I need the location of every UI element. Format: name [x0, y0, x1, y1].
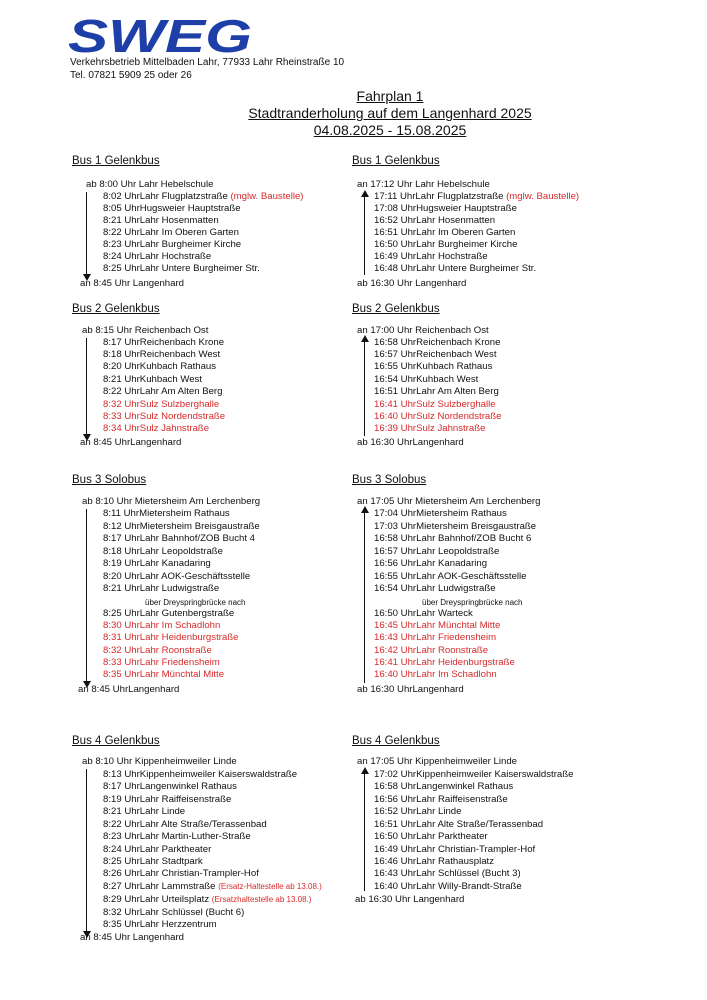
- stop-line: 17:11 UhrLahr Flugplatzstraße (mglw. Baustelle): [374, 191, 580, 202]
- stop-line: 8:12 UhrMietersheim Breisgaustraße: [103, 521, 260, 532]
- stop-line: an 17:00 Uhr Reichenbach Ost: [357, 325, 489, 336]
- stop-line: ab 16:30 Uhr Langenhard: [357, 278, 467, 289]
- stop-line: ab 16:30 Uhr Langenhard: [355, 894, 465, 905]
- down-arrow-icon: [86, 769, 87, 932]
- stop-line: 16:46 UhrLahr Rathausplatz: [374, 856, 494, 867]
- stop-line: 8:35 UhrLahr Münchtal Mitte: [103, 669, 225, 680]
- stop-line: 8:22 UhrLahr Im Oberen Garten: [103, 227, 239, 238]
- up-arrow-icon: [364, 196, 365, 275]
- svg-text:SWEG: SWEG: [68, 16, 252, 56]
- stop-line: an 8:45 Uhr Langenhard: [80, 278, 185, 289]
- stop-line: 8:33 UhrSulz Nordendstraße: [103, 411, 226, 422]
- stop-line: 16:51 UhrLahr Alte Straße/Terassenbad: [374, 819, 544, 830]
- stop-line: 16:52 UhrLahr Linde: [374, 806, 462, 817]
- up-arrow-icon: [364, 341, 365, 436]
- stop-line: 16:43 UhrLahr Schlüssel (Bucht 3): [374, 868, 521, 879]
- stop-line: 8:24 UhrLahr Parktheater: [103, 844, 212, 855]
- stop-line: 16:58 UhrLahr Bahnhof/ZOB Bucht 6: [374, 533, 532, 544]
- stop-line: ab 8:10 Uhr Kippenheimweiler Linde: [82, 756, 237, 767]
- up-arrow-icon: [364, 773, 365, 891]
- stop-line: an 8:45 UhrLangenhard: [78, 684, 180, 695]
- stop-line: 16:43 UhrLahr Friedensheim: [374, 632, 497, 643]
- document-subtitle: Stadtranderholung auf dem Langenhard 2025: [248, 105, 532, 121]
- stop-line: 8:25 UhrLahr Untere Burgheimer Str.: [103, 263, 260, 274]
- bus2-heading: Bus 2 Gelenkbus: [352, 303, 440, 315]
- stop-line: 8:18 UhrReichenbach West: [103, 349, 221, 360]
- stop-line: ab 16:30 UhrLangenhard: [357, 684, 464, 695]
- stop-line: 16:40 UhrLahr Willy-Brandt-Straße: [374, 881, 522, 892]
- stop-line: 16:56 UhrLahr Raiffeisenstraße: [374, 794, 508, 805]
- stop-line: 8:24 UhrLahr Hochstraße: [103, 251, 212, 262]
- route-note: über Dreyspringbrücke nach: [422, 598, 523, 607]
- stop-line: 8:26 UhrLahr Christian-Trampler-Hof: [103, 868, 259, 879]
- bus4-heading: Bus 4 Gelenkbus: [72, 735, 160, 747]
- stop-line: 8:32 UhrLahr Roonstraße: [103, 645, 212, 656]
- stop-line: 8:32 UhrLahr Schlüssel (Bucht 6): [103, 907, 245, 918]
- stop-line: 8:34 UhrSulz Jahnstraße: [103, 423, 210, 434]
- stop-line: 8:19 UhrLahr Raiffeisenstraße: [103, 794, 232, 805]
- stop-line: 16:54 UhrLahr Ludwigstraße: [374, 583, 496, 594]
- stop-line: ab 8:00 Uhr Lahr Hebelschule: [86, 179, 214, 190]
- stop-line: 8:17 UhrLahr Bahnhof/ZOB Bucht 4: [103, 533, 255, 544]
- stop-line: 8:35 UhrLahr Herzzentrum: [103, 919, 217, 930]
- stop-line: 17:02 UhrKippenheimweiler Kaiserswaldstraße: [374, 769, 574, 780]
- stop-line: 16:58 UhrLangenwinkel Rathaus: [374, 781, 514, 792]
- stop-line: 16:41 UhrLahr Heidenburgstraße: [374, 657, 515, 668]
- stop-line: 8:17 UhrReichenbach Krone: [103, 337, 225, 348]
- stop-line: an 8:45 UhrLangenhard: [80, 437, 182, 448]
- stop-line: 16:50 UhrLahr Burgheimer Kirche: [374, 239, 518, 250]
- company-phone: Tel. 07821 5909 25 oder 26: [70, 70, 192, 81]
- stop-line: 8:05 UhrHugsweier Hauptstraße: [103, 203, 241, 214]
- stop-line: 8:13 UhrKippenheimweiler Kaiserswaldstraße: [103, 769, 298, 780]
- bus1-heading: Bus 1 Gelenkbus: [72, 155, 160, 167]
- stop-line: 16:51 UhrLahr Im Oberen Garten: [374, 227, 516, 238]
- stop-line: 16:48 UhrLahr Untere Burgheimer Str.: [374, 263, 537, 274]
- stop-line: 8:33 UhrLahr Friedensheim: [103, 657, 220, 668]
- stop-line: 8:31 UhrLahr Heidenburgstraße: [103, 632, 239, 643]
- stop-line: 8:21 UhrLahr Ludwigstraße: [103, 583, 220, 594]
- route-note: über Dreyspringbrücke nach: [145, 598, 246, 607]
- document-dates: 04.08.2025 - 15.08.2025: [313, 122, 467, 138]
- stop-line: 16:40 UhrSulz Nordendstraße: [374, 411, 502, 422]
- stop-line: 8:21 UhrLahr Linde: [103, 806, 186, 817]
- bus2-heading: Bus 2 Gelenkbus: [72, 303, 160, 315]
- bus4-heading: Bus 4 Gelenkbus: [352, 735, 440, 747]
- stop-line: 8:23 UhrLahr Martin-Luther-Straße: [103, 831, 251, 842]
- stop-line: 16:41 UhrSulz Sulzberghalle: [374, 399, 496, 410]
- stop-line: 16:54 UhrKuhbach West: [374, 374, 479, 385]
- stop-line: 8:25 UhrLahr Gutenbergstraße: [103, 608, 235, 619]
- stop-line: ab 16:30 UhrLangenhard: [357, 437, 464, 448]
- stop-line: 8:17 UhrLangenwinkel Rathaus: [103, 781, 237, 792]
- stop-line: an 17:05 Uhr Kippenheimweiler Linde: [357, 756, 517, 767]
- bus3-heading: Bus 3 Solobus: [72, 474, 147, 486]
- up-arrow-icon: [364, 512, 365, 683]
- stop-line: 8:21 UhrKuhbach West: [103, 374, 203, 385]
- stop-line: 16:42 UhrLahr Roonstraße: [374, 645, 489, 656]
- stop-line: 8:22 UhrLahr Alte Straße/Terassenbad: [103, 819, 267, 830]
- bus1-heading: Bus 1 Gelenkbus: [352, 155, 440, 167]
- stop-line: 8:23 UhrLahr Burgheimer Kirche: [103, 239, 242, 250]
- stop-line: 8:27 UhrLahr Lammstraße (Ersatz-Haltestelle ab 13.08.): [103, 881, 322, 892]
- stop-line: 8:20 UhrKuhbach Rathaus: [103, 361, 217, 372]
- stop-line: 16:49 UhrLahr Christian-Trampler-Hof: [374, 844, 536, 855]
- stop-line: ab 8:10 Uhr Mietersheim Am Lerchenberg: [82, 496, 261, 507]
- stop-line: 17:08 UhrHugsweier Hauptstraße: [374, 203, 517, 214]
- stop-line: 17:04 UhrMietersheim Rathaus: [374, 508, 507, 519]
- stop-line: ab 8:15 Uhr Reichenbach Ost: [82, 325, 209, 336]
- stop-line: 8:19 UhrLahr Kanadaring: [103, 558, 211, 569]
- stop-line: 16:55 UhrKuhbach Rathaus: [374, 361, 493, 372]
- stop-line: 16:58 UhrReichenbach Krone: [374, 337, 501, 348]
- stop-line: an 8:45 Uhr Langenhard: [80, 932, 185, 943]
- stop-line: 16:55 UhrLahr AOK-Geschäftsstelle: [374, 571, 527, 582]
- stop-line: 16:52 UhrLahr Hosenmatten: [374, 215, 496, 226]
- sweg-logo: [68, 16, 254, 56]
- stop-line: 16:45 UhrLahr Münchtal Mitte: [374, 620, 501, 631]
- stop-line: 16:40 UhrLahr Im Schadlohn: [374, 669, 497, 680]
- company-address: Verkehrsbetrieb Mittelbaden Lahr, 77933 Lahr Rheinstraße 10: [70, 57, 345, 68]
- down-arrow-icon: [86, 192, 87, 275]
- stop-line: 8:11 UhrMietersheim Rathaus: [103, 508, 230, 519]
- stop-line: 16:50 UhrLahr Parktheater: [374, 831, 488, 842]
- stop-line: 8:30 UhrLahr Im Schadlohn: [103, 620, 221, 631]
- stop-line: 8:29 UhrLahr Urteilsplatz (Ersatzhaltestelle ab 13.08.): [103, 894, 312, 905]
- bus3-heading: Bus 3 Solobus: [352, 474, 427, 486]
- stop-line: 8:02 UhrLahr Flugplatzstraße (mglw. Baustelle): [103, 191, 304, 202]
- stop-line: 16:39 UhrSulz Jahnstraße: [374, 423, 486, 434]
- stop-line: 16:50 UhrLahr Warteck: [374, 608, 473, 619]
- stop-line: 8:25 UhrLahr Stadtpark: [103, 856, 203, 867]
- stop-line: 16:51 UhrLahr Am Alten Berg: [374, 386, 499, 397]
- stop-line: an 17:12 Uhr Lahr Hebelschule: [357, 179, 490, 190]
- down-arrow-icon: [86, 509, 87, 682]
- stop-line: 16:56 UhrLahr Kanadaring: [374, 558, 488, 569]
- stop-line: 8:20 UhrLahr AOK-Geschäftsstelle: [103, 571, 251, 582]
- stop-line: 16:57 UhrReichenbach West: [374, 349, 497, 360]
- stop-line: 17:03 UhrMietersheim Breisgaustraße: [374, 521, 537, 532]
- stop-line: 8:22 UhrLahr Am Alten Berg: [103, 386, 223, 397]
- stop-line: 8:32 UhrSulz Sulzberghalle: [103, 399, 220, 410]
- down-arrow-icon: [86, 338, 87, 435]
- stop-line: 8:18 UhrLahr Leopoldstraße: [103, 546, 223, 557]
- stop-line: an 17:05 Uhr Mietersheim Am Lerchenberg: [357, 496, 541, 507]
- document-title: Fahrplan 1: [356, 88, 424, 104]
- stop-line: 8:21 UhrLahr Hosenmatten: [103, 215, 219, 226]
- stop-line: 16:57 UhrLahr Leopoldstraße: [374, 546, 500, 557]
- stop-line: 16:49 UhrLahr Hochstraße: [374, 251, 488, 262]
